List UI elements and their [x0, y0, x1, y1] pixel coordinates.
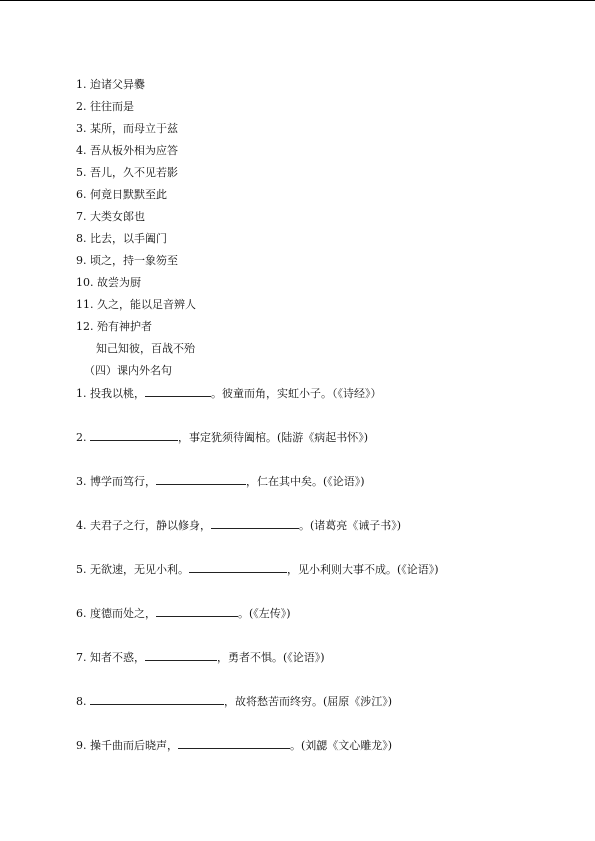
vocab-item: 12. 殆有神护者: [76, 320, 152, 333]
vocab-item: 7. 大类女郎也: [76, 210, 145, 223]
vocab-item: 6. 何竟日默默至此: [76, 188, 167, 201]
answer-blank[interactable]: [145, 386, 211, 397]
vocab-item: 3. 某所，而母立于兹: [76, 122, 178, 135]
vocab-item: 1. 迨诸父异爨: [76, 78, 145, 91]
quote-item: 2. ，事定犹须待阖棺。(陆游《病起书怀》): [76, 431, 369, 444]
answer-blank[interactable]: [145, 650, 217, 661]
vocab-item: 9. 顷之，持一象笏至: [76, 254, 178, 267]
top-rule: [0, 0, 595, 1]
extra-line: 知己知彼，百战不殆: [96, 342, 195, 355]
section-title: （四）课内外名句: [84, 364, 172, 377]
vocab-item: 10. 故尝为厨: [76, 276, 141, 289]
quote-item: 4. 夫君子之行，静以修身， 。(诸葛亮《诫子书》): [76, 519, 402, 532]
vocab-item: 4. 吾从板外相为应答: [76, 144, 178, 157]
quote-item: 3. 博学而笃行， ，仁在其中矣。(《论语》): [76, 475, 365, 488]
quote-item: 6. 度德而处之， 。(《左传》): [76, 607, 291, 620]
quote-item: 5. 无欲速，无见小利。 ，见小利则大事不成。(《论语》): [76, 563, 439, 576]
answer-blank[interactable]: [156, 474, 246, 485]
answer-blank[interactable]: [178, 738, 290, 749]
answer-blank[interactable]: [90, 694, 224, 705]
answer-blank[interactable]: [90, 430, 178, 441]
answer-blank[interactable]: [211, 518, 299, 529]
answer-blank[interactable]: [156, 606, 238, 617]
vocab-item: 2. 往往而是: [76, 100, 134, 113]
quote-item: 1. 投我以桃， 。彼童而角，实虹小子。（《诗经》）: [76, 387, 382, 400]
answer-blank[interactable]: [189, 562, 287, 573]
vocab-item: 11. 久之，能以足音辨人: [76, 298, 196, 311]
vocab-item: 5. 吾儿，久不见若影: [76, 166, 178, 179]
quote-item: 9. 操千曲而后晓声， 。(刘勰《文心雕龙》): [76, 739, 393, 752]
quote-item: 8. ，故将愁苦而终穷。(屈原《涉江》): [76, 695, 393, 708]
quote-item: 7. 知者不惑， ，勇者不惧。(《论语》): [76, 651, 325, 664]
vocab-item: 8. 比去，以手阖门: [76, 232, 167, 245]
